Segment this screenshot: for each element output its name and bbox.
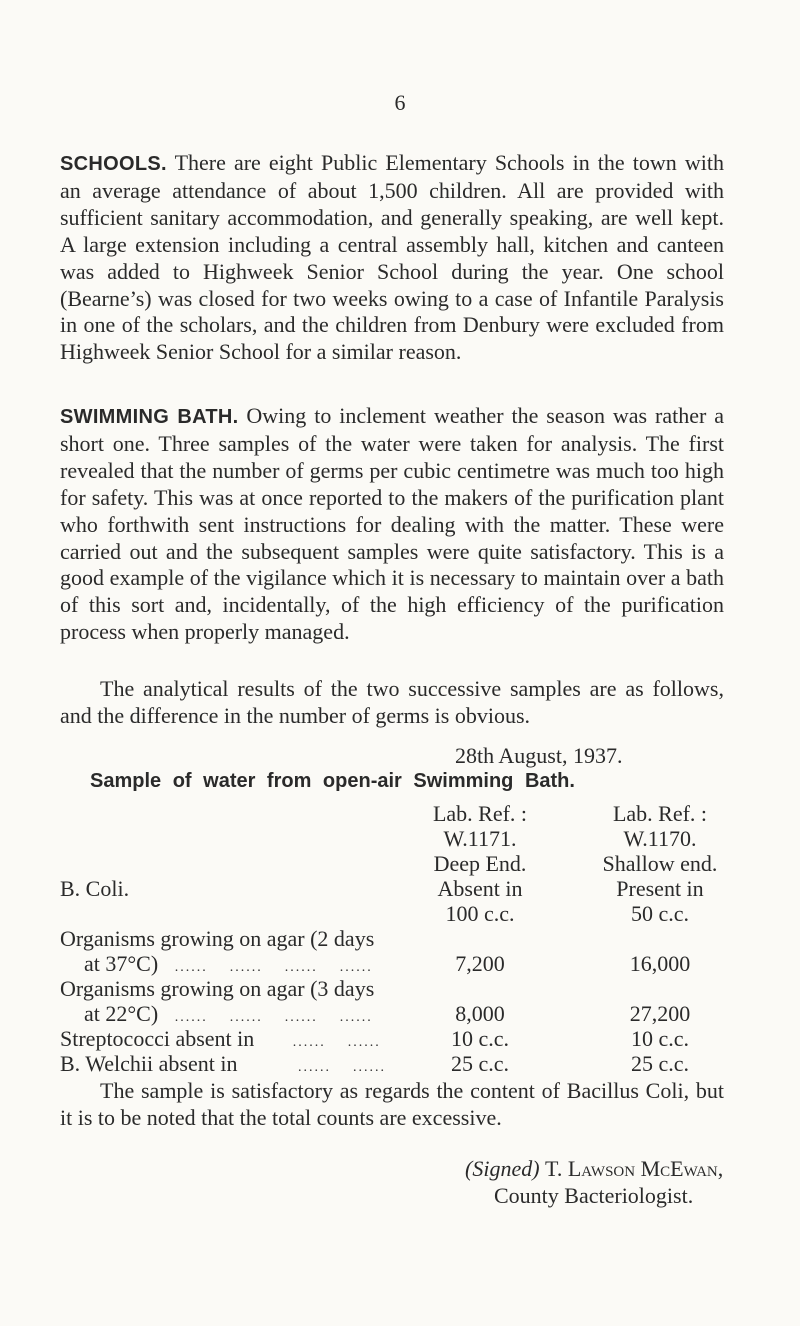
org37-label-line2: at 37°C) — [84, 951, 159, 976]
bcoli-v1-line2: 100 c.c. — [445, 901, 515, 926]
results-intro: The analytical results of the two successive samples are as follows, and the difference in the number of germs is obvious. — [60, 676, 724, 728]
signatory-name: T. Lawson McEwan, — [545, 1156, 724, 1181]
sample-date: 28th August, 1937. — [455, 743, 623, 768]
col2-lab-ref: Lab. Ref. : — [612, 801, 708, 826]
org37-label-line1: Organisms growing on agar (2 days — [60, 926, 375, 951]
bcoli-v2-line1: Present in — [616, 876, 704, 901]
row-org22-label — [60, 976, 374, 1030]
leader-dots: ...... ...... — [237, 1060, 386, 1075]
row-org22-value-2: 27,200 — [629, 1001, 691, 1026]
row-bcoli-value-1 — [405, 876, 555, 926]
bcoli-v2-line2: 50 c.c. — [630, 901, 690, 926]
signatory-title: County Bacteriologist. — [494, 1183, 694, 1208]
col2-header — [570, 801, 750, 876]
page-number: 6 — [394, 90, 406, 115]
row-bcoli-label: B. Coli. — [60, 876, 130, 901]
conclusion-paragraph: The sample is satisfactory as regards the content of Bacillus Coli, but it is to be noted that the total counts are excessive. — [60, 1078, 724, 1130]
row-org37-value-1: 7,200 — [455, 951, 505, 976]
leader-dots: ...... ...... ...... ...... — [158, 1010, 373, 1025]
org22-label-line1: Organisms growing on agar (3 days — [60, 976, 375, 1001]
schools-paragraph — [60, 150, 724, 366]
row-strep-value-1: 10 c.c. — [450, 1026, 510, 1051]
row-welchii-value-2: 25 c.c. — [630, 1051, 690, 1076]
schools-text: There are eight Public Elementary Schools in the town with an average attendance of about 1,500 children. All are provided with sufficient sanitary accommodation, and generally speaking, are well kept. A large extension including a central assembly hall, kitchen and canteen was added to Highweek Senior School during the year. One school (Bearne’s) was closed for two weeks owing to a case of Infantile Paralysis in one of the scholars, and the children from Denbury were excluded from Highweek Senior School for a similar reason. — [60, 150, 724, 365]
col1-lab-ref: Lab. Ref. : — [432, 801, 528, 826]
col1-location: Deep End. — [433, 851, 527, 876]
leader-dots: ...... ...... ...... ...... — [158, 960, 373, 975]
row-bcoli-value-2 — [585, 876, 735, 926]
strep-label-text: Streptococci absent in — [60, 1026, 255, 1051]
bcoli-v1-line1: Absent in — [437, 876, 523, 901]
col2-ref-number: W.1170. — [623, 826, 697, 851]
leader-dots: ...... ...... — [254, 1035, 381, 1050]
sample-title: Sample of water from open-air Swimming Bath. — [90, 770, 575, 792]
row-org37-value-2: 16,000 — [629, 951, 691, 976]
signed-label: (Signed) — [465, 1156, 540, 1181]
welchii-label-text: B. Welchii absent in — [60, 1051, 238, 1076]
col2-location: Shallow end. — [602, 851, 718, 876]
col1-ref-number: W.1171. — [443, 826, 517, 851]
row-org37-label — [60, 926, 374, 980]
row-welchii-label — [60, 1051, 386, 1080]
swimming-text: Owing to inclement weather the season was rather a short one. Three samples of the water were taken for analysis. The first revealed that the number of germs per cubic centimetre was much too high for safety. This was at once reported to the makers of the purification plant who forthwith sent instructions for dealing with the matter. These were carried out and the subsequent samples were quite satisfactory. This is a good example of the vigilance which it is necessary to maintain over a bath of this sort and, incidentally, of the high efficiency of the purification process when properly managed. — [60, 403, 725, 645]
col1-header — [395, 801, 565, 876]
row-org22-value-1: 8,000 — [455, 1001, 505, 1026]
schools-heading: SCHOOLS. — [60, 153, 167, 175]
signature-line — [465, 1156, 723, 1182]
row-strep-value-2: 10 c.c. — [630, 1026, 690, 1051]
swimming-heading: SWIMMING BATH. — [60, 406, 239, 428]
swimming-paragraph — [60, 403, 724, 646]
row-welchii-value-1: 25 c.c. — [450, 1051, 510, 1076]
org22-label-line2: at 22°C) — [84, 1001, 159, 1026]
